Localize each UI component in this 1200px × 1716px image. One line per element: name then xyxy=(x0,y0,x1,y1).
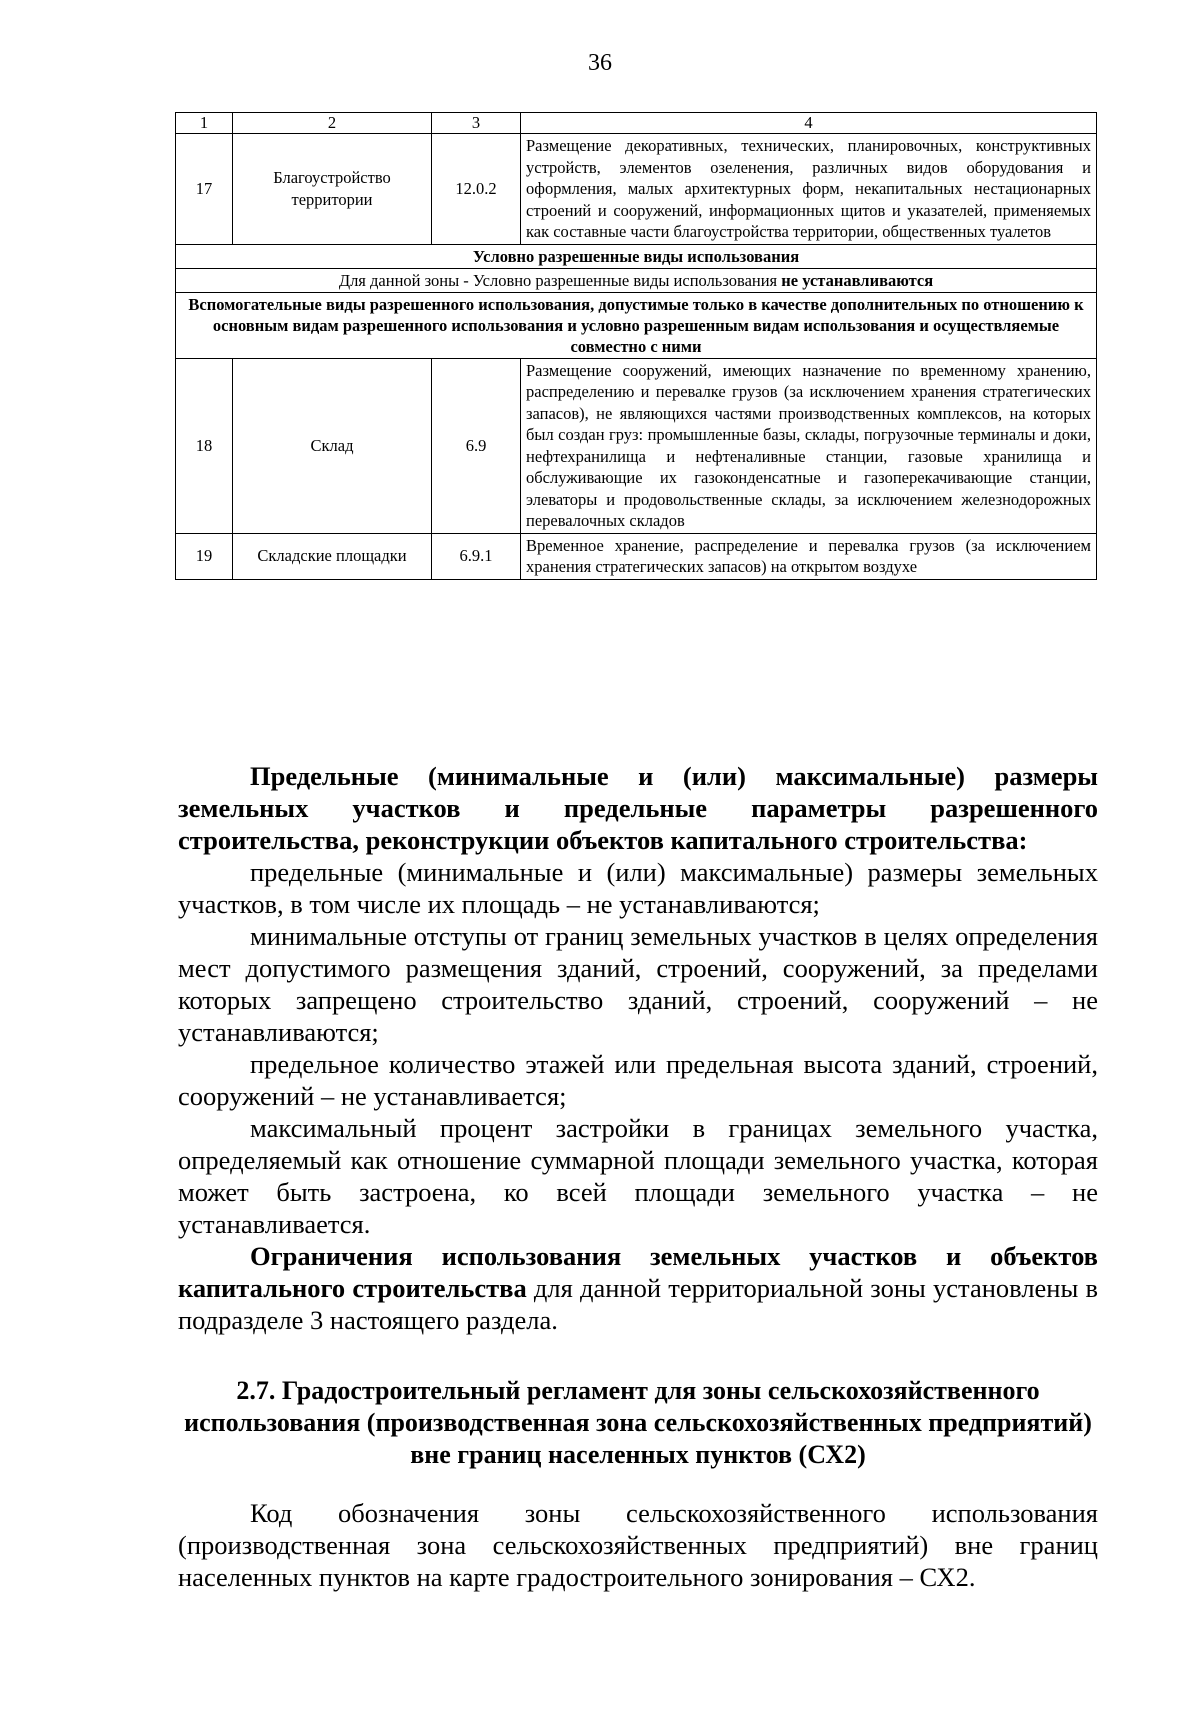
limits-paragraph: максимальный процент застройки в границах земельного участка, определяемый как отношение суммарной площади земельного участка, которая может быть застроена, ко всей площади земельного участка – не устанавливается. xyxy=(178,1113,1098,1239)
row-number: 17 xyxy=(176,134,233,245)
conditional-uses-note xyxy=(176,268,1097,292)
limits-paragraph: предельное количество этажей или предельная высота зданий, строений, сооружений – не устанавливается; xyxy=(178,1049,1098,1111)
conditional-heading-row xyxy=(176,244,1097,268)
row-number: 18 xyxy=(176,358,233,533)
use-description: Размещение декоративных, технических, планировочных, конструктивных устройств, элементов озеленения, различных видов оборудования и оформления, малых архитектурных форм, некапитальных нестационарных строений и сооружений, информационных щитов и указателей, применяемых как составные части благоустройства территории, общественных туалетов xyxy=(521,134,1097,245)
use-name: Склад xyxy=(233,358,432,533)
table-row xyxy=(176,134,1097,245)
table-row xyxy=(176,533,1097,579)
limits-paragraph: предельные (минимальные и (или) максимальные) размеры земельных участков, в том числе их площадь – не устанавливаются; xyxy=(178,857,1098,919)
conditional-note-prefix: Для данной зоны - Условно разрешенные виды использования xyxy=(338,270,782,290)
header-cell-4: 4 xyxy=(521,113,1097,134)
use-name: Благоустройство территории xyxy=(233,134,432,245)
auxiliary-uses-heading: Вспомогательные виды разрешенного использования, допустимые только в качестве дополнительных по отношению к основным видам разрешенного использования и условно разрешенным видам использования и осуществляемые совместно с ними xyxy=(176,292,1097,358)
conditional-uses-heading: Условно разрешенные виды использования xyxy=(176,244,1097,268)
use-code: 6.9 xyxy=(432,358,521,533)
table-header-row xyxy=(176,113,1097,134)
auxiliary-heading-row xyxy=(176,292,1097,358)
restrictions-bold: Ограничения использования земельных участков и объектов капитального строительства xyxy=(178,1241,1098,1303)
limits-paragraph: минимальные отступы от границ земельных участков в целях определения мест допустимого размещения зданий, строений, сооружений, за пределами которых запрещено строительство зданий, строений, сооружений – не устанавливаются; xyxy=(178,921,1098,1047)
header-cell-1: 1 xyxy=(176,113,233,134)
page-number: 36 xyxy=(588,50,612,76)
table-row xyxy=(176,358,1097,533)
row-number: 19 xyxy=(176,533,233,579)
zone-code-section xyxy=(178,1497,1098,1593)
use-name: Складские площадки xyxy=(233,533,432,579)
restrictions-rest: для данной территориальной зоны установлены в подразделе 3 настоящего раздела. xyxy=(178,1273,1098,1335)
header-cell-2: 2 xyxy=(233,113,432,134)
header-cell-3: 3 xyxy=(432,113,521,134)
use-code: 6.9.1 xyxy=(432,533,521,579)
conditional-note-row xyxy=(176,268,1097,292)
use-description: Размещение сооружений, имеющих назначение по временному хранению, распределению и перевалке грузов (за исключением хранения стратегических запасов), не являющихся частями производственных комплексов, на которых был создан груз: промышленные базы, склады, погрузочные терминалы и доки, нефтехранилища и нефтеналивные станции, газовые хранилища и обслуживающие их газоконденсатные и газоперекачивающие станции, элеваторы и продовольственные склады, за исключением железнодорожных перевалочных складов xyxy=(521,358,1097,533)
limits-section xyxy=(178,760,1098,1336)
limits-heading: Предельные (минимальные и (или) максимальные) размеры земельных участков и предельные параметры разрешенного строительства, реконструкции объектов капитального строительства: xyxy=(178,761,1098,855)
conditional-note-bold: не устанавливаются xyxy=(781,270,934,290)
use-description: Временное хранение, распределение и перевалка грузов (за исключением хранения стратегических запасов) на открытом воздухе xyxy=(521,533,1097,579)
use-code: 12.0.2 xyxy=(432,134,521,245)
restrictions-paragraph xyxy=(178,1240,1098,1336)
zone-code-paragraph: Код обозначения зоны сельскохозяйственного использования (производственная зона сельскохозяйственных предприятий) вне границ населенных пунктов на карте градостроительного зонирования – СХ2. xyxy=(178,1498,1098,1592)
section-heading: 2.7. Градостроительный регламент для зоны сельскохозяйственного использования (производственная зона сельскохозяйственных предприятий) вне границ населенных пунктов (СХ2) xyxy=(184,1376,1092,1469)
permitted-uses-table xyxy=(175,112,1097,580)
